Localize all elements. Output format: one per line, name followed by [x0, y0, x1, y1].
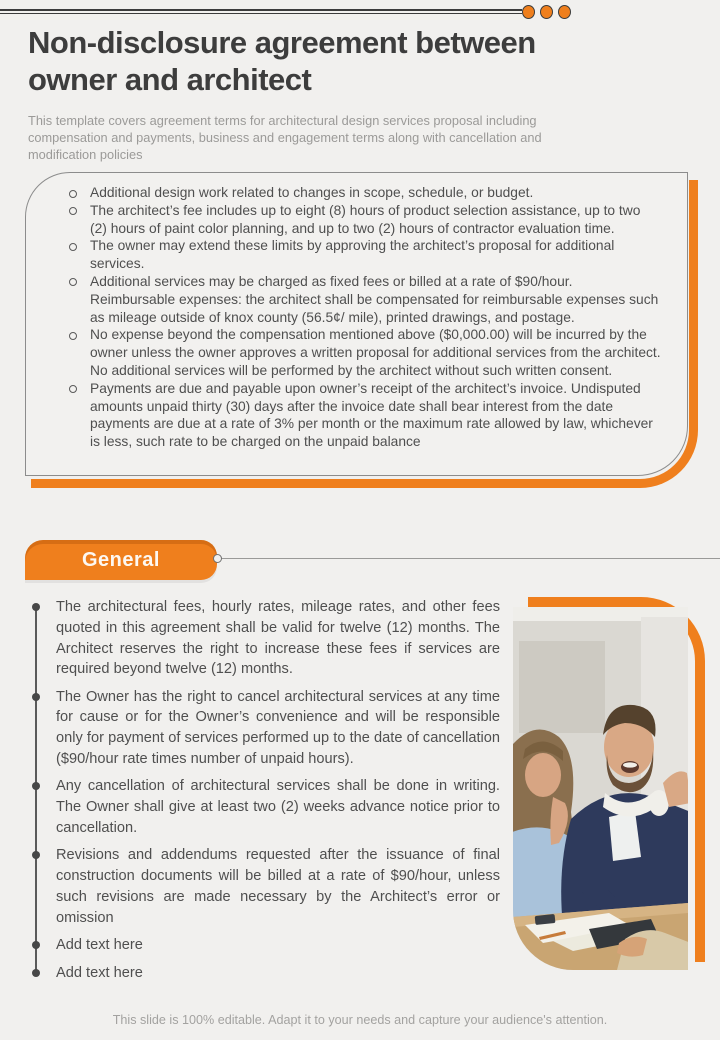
- terms-list-item: The architect’s fee includes up to eight (8) hours of product selection assistance, up to two (2) hours of paint color planning, and up to two (2) hours of contractor evaluation time.: [90, 202, 661, 238]
- accent-dot-icon: [558, 5, 571, 19]
- terms-list-item: Additional design work related to changes in scope, schedule, or budget.: [90, 184, 661, 202]
- meeting-photo: [513, 607, 688, 970]
- general-list-item: Any cancellation of architectural services shall be done in writing. The Owner shall give at least two (2) weeks advance notice prior to cancellation.: [32, 776, 500, 838]
- accent-dot-icon: [522, 5, 535, 19]
- accent-dots: [522, 5, 571, 19]
- general-list-item: Revisions and addendums requested after the issuance of final construction documents will be billed at a rate of $90/hour, unless such revisions are made necessary by the Architect’s error or omission: [32, 845, 500, 928]
- general-list-item: The architectural fees, hourly rates, mileage rates, and other fees quoted in this agreement shall be valid for twelve (12) months. The Architect reserves the right to increase these fees if services are required beyond twelve (12) months.: [32, 597, 500, 680]
- connector-line: [222, 558, 720, 559]
- general-list-item: The Owner has the right to cancel architectural services at any time for cause or for the Owner’s convenience and will be responsible only for payment of services performed up to the date of cancellation ($90/hour rate times number of unpaid hours).: [32, 687, 500, 770]
- general-list-item: Add text here: [32, 963, 500, 984]
- section-tab-label: General: [82, 548, 160, 571]
- header-rule: [0, 9, 522, 14]
- page-title: Non-disclosure agreement between owner and architect: [28, 25, 536, 97]
- terms-list-item: The owner may extend these limits by approving the architect’s proposal for additional services.: [90, 237, 661, 273]
- general-list: [32, 597, 500, 991]
- general-list-item: Add text here: [32, 935, 500, 956]
- footer-note: This slide is 100% editable. Adapt it to your needs and capture your audience's attention.: [112, 1013, 608, 1027]
- connector-node-icon: [213, 554, 222, 563]
- terms-list-item: No expense beyond the compensation mentioned above ($0,000.00) will be incurred by the owner unless the owner approves a written proposal for additional services from the architect. No additional services will be performed by the architect without such written consent.: [90, 327, 661, 378]
- terms-box: [25, 172, 688, 476]
- terms-list-item: Payments are due and payable upon owner’s receipt of the architect’s invoice. Undisputed amounts unpaid thirty (30) days after the invoice date shall bear interest from the date payments are due at a rate of 3% per month or the maximum rate allowed by law, whichever is less, such rate to be charged on the unpaid balance: [90, 380, 661, 451]
- page-subtitle: This template covers agreement terms for architectural design services proposal including compensation and payments, business and engagement terms along with cancellation and modification policies: [28, 113, 542, 162]
- section-tab-general: [25, 540, 217, 580]
- terms-list: [90, 184, 661, 451]
- accent-dot-icon: [540, 5, 553, 19]
- terms-list-item: Additional services may be charged as fixed fees or billed at a rate of $90/hour. Reimbursable expenses: the architect shall be compensated for reimbursable expenses such as mileage outside of knox county (56.5¢/ mile), printed drawings, and postage.: [90, 273, 661, 326]
